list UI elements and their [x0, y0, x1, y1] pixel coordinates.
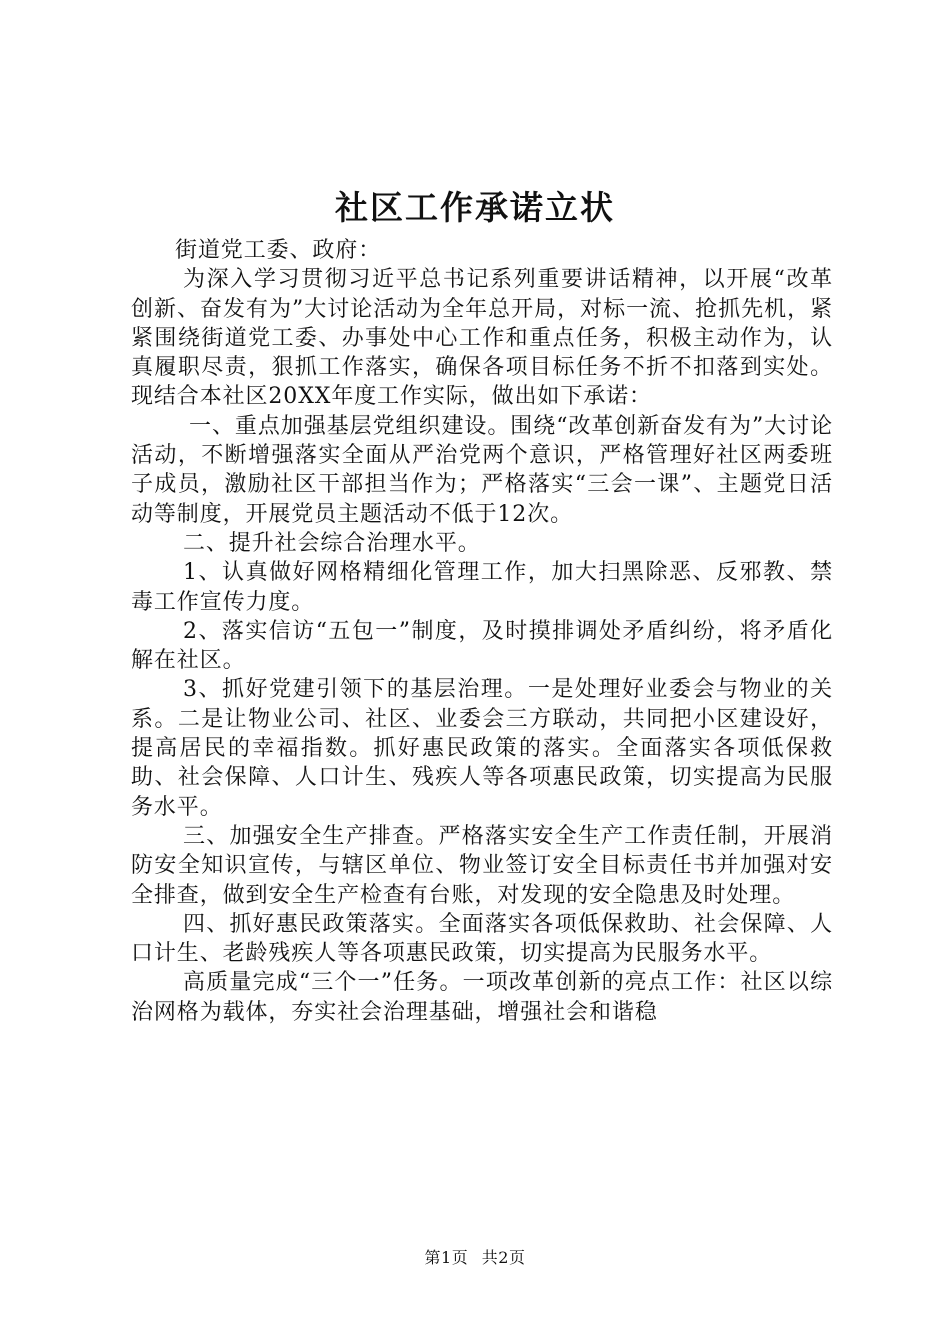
page-total: 共2页 [481, 1248, 526, 1267]
paragraph-item-2: 2、落实信访“五包一”制度，及时摸排调处矛盾纠纷，将矛盾化解在社区。 [131, 618, 833, 674]
document-body [131, 236, 833, 1027]
page-footer [0, 1245, 950, 1268]
paragraph-section-3: 三、加强安全生产排查。严格落实安全生产工作责任制，开展消防安全知识宣传，与辖区单位、物业签订安全目标责任书并加强对安全排查，做到安全生产检查有台账，对发现的安全隐患及时处理。 [131, 823, 833, 908]
salutation: 街道党工委、政府： [175, 238, 382, 263]
paragraph-section-2: 二、提升社会综合治理水平。 [183, 530, 481, 556]
page-number: 第1页 [424, 1248, 469, 1267]
paragraph-section-4: 四、抓好惠民政策落实。全面落实各项低保救助、社会保障、人口计生、老龄残疾人等各项惠民政策，切实提高为民服务水平。 [131, 911, 833, 967]
paragraph-tasks: 高质量完成“三个一”任务。一项改革创新的亮点工作：社区以综治网格为载体，夯实社会治理基础，增强社会和谐稳 [131, 970, 833, 1025]
paragraph-item-3: 3、抓好党建引领下的基层治理。一是处理好业委会与物业的关系。二是让物业公司、社区、业委会三方联动，共同把小区建设好，提高居民的幸福指数。抓好惠民政策的落实。全面落实各项低保救助、社会保障、人口计生、残疾人等各项惠民政策，切实提高为民服务水平。 [131, 677, 833, 820]
document-title: 社区工作承诺立状 [335, 188, 615, 227]
paragraph-item-1: 1、认真做好网格精细化管理工作，加大扫黑除恶、反邪教、禁毒工作宣传力度。 [131, 560, 833, 615]
paragraph-intro: 为深入学习贯彻习近平总书记系列重要讲话精神，以开展“改革创新、奋发有为”大讨论活动为全年总开局，对标一流、抢抓先机，紧紧围绕街道党工委、办事处中心工作和重点任务，积极主动作为，认真履职尽责，狠抓工作落实，确保各项目标任务不折不扣落到实处。现结合本社区20XX年度工作实际，做出如下承诺： [131, 267, 833, 410]
paragraph-section-1: 一、重点加强基层党组织建设。围绕“改革创新奋发有为”大讨论活动，不断增强落实全面从严治党两个意识，严格管理好社区两委班子成员，激励社区干部担当作为；严格落实“三会一课”、主题党日活动等制度，开展党员主题活动不低于12次。 [131, 413, 833, 527]
